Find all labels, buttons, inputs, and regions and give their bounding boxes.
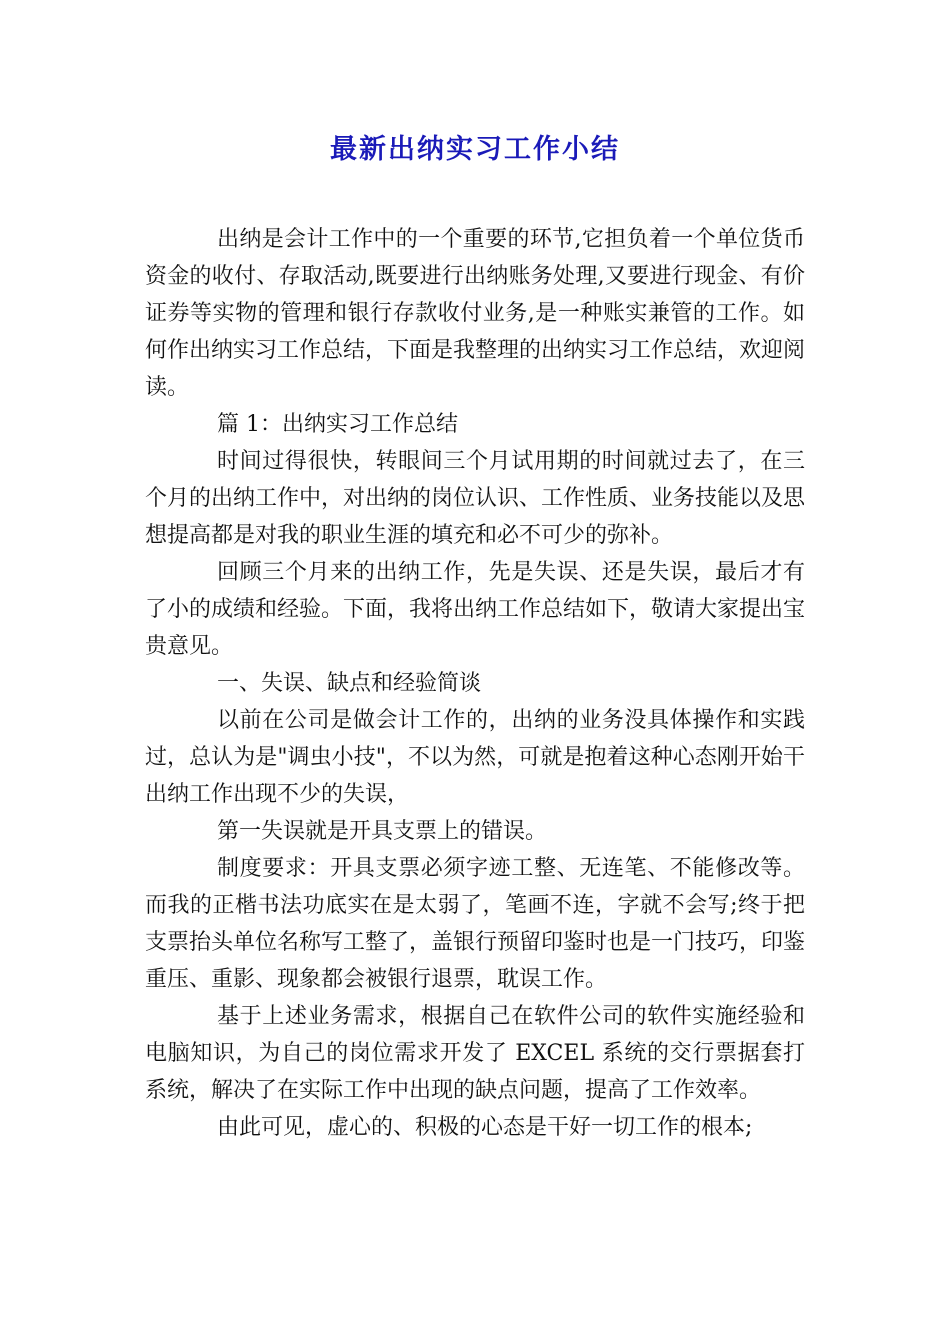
document-body xyxy=(145,221,805,1146)
document-title: 最新出纳实习工作小结 xyxy=(330,134,620,165)
paragraph: 制度要求：开具支票必须字迹工整、无连笔、不能修改等。而我的正楷书法功底实在是太弱了，笔画不连，字就不会写;终于把支票抬头单位名称写工整了，盖银行预留印鉴时也是一门技巧，印鉴重压、重影、现象都会被银行退票，耽误工作。 xyxy=(145,856,806,992)
section-heading: 一、失误、缺点和经验简谈 xyxy=(217,671,482,696)
paragraph: 以前在公司是做会计工作的，出纳的业务没具体操作和实践过，总认为是"调虫小技"，不以为然，可就是抱着这种心态刚开始干出纳工作出现不少的失误， xyxy=(145,708,805,807)
paragraph: 回顾三个月来的出纳工作，先是失误、还是失误，最后才有了小的成绩和经验。下面，我将出纳工作总结如下，敬请大家提出宝贵意见。 xyxy=(145,560,806,659)
section-heading: 篇 1：出纳实习工作总结 xyxy=(217,412,458,437)
paragraph: 由此可见，虚心的、积极的心态是干好一切工作的根本; xyxy=(217,1115,753,1140)
paragraph: 出纳是会计工作中的一个重要的环节,它担负着一个单位货币资金的收付、存取活动,既要进行出纳账务处理,又要进行现金、有价证券等实物的管理和银行存款收付业务,是一种账实兼管的工作。如何作出纳实习工作总结，下面是我整理的出纳实习工作总结，欢迎阅读。 xyxy=(145,227,806,400)
paragraph: 第一失误就是开具支票上的错误。 xyxy=(217,819,548,844)
paragraph: 时间过得很快，转眼间三个月试用期的时间就过去了，在三个月的出纳工作中，对出纳的岗位认识、工作性质、业务技能以及思想提高都是对我的职业生涯的填充和必不可少的弥补。 xyxy=(145,449,806,548)
paragraph: 基于上述业务需求，根据自己在软件公司的软件实施经验和电脑知识，为自己的岗位需求开发了 EXCEL 系统的交行票据套打系统，解决了在实际工作中出现的缺点问题，提高了工作效率。 xyxy=(145,1004,805,1103)
